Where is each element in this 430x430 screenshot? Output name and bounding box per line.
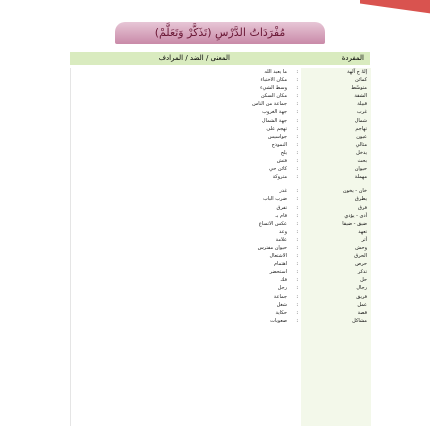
word-entry: إلهٌ ج آلهة — [347, 69, 367, 75]
colon-mark: : — [296, 285, 298, 292]
word-entry: يدخل — [356, 149, 367, 156]
meaning-entry: ما يعبد الله — [264, 69, 287, 75]
colon-mark: : — [296, 253, 298, 260]
meaning-entry: فتش — [276, 158, 287, 165]
meaning-entry: غدر — [279, 188, 287, 195]
meaning-entry: متروكة — [272, 174, 287, 181]
word-entry: عمل — [357, 301, 367, 308]
colon-mark: : — [296, 85, 298, 92]
word-entry: أدى - يؤدي — [344, 212, 367, 219]
colon-mark: : — [296, 228, 298, 235]
meaning-entry: جماعة — [273, 293, 287, 300]
meanings-column — [73, 68, 293, 426]
meaning-entry: عكس الاتساع — [258, 220, 287, 227]
word-entry: متوسّط — [351, 85, 367, 92]
colon-mark: : — [296, 158, 298, 165]
meaning-entry: حيوان مفترس — [257, 244, 287, 251]
colon-mark: : — [296, 141, 298, 148]
word-entry: خان - يخون — [342, 188, 367, 195]
word-entry: رجال — [356, 285, 367, 292]
word-entry: أثر — [361, 236, 367, 243]
colon-mark: : — [296, 220, 298, 227]
word-entry: قصة — [357, 309, 367, 316]
word-entry: حيوان — [354, 166, 367, 173]
meaning-entry: قام بـ — [275, 212, 287, 219]
meaning-entry: اهتمام — [273, 261, 287, 268]
word-entry: حرص — [355, 261, 367, 268]
word-entry: عيون — [356, 133, 367, 140]
word-entry: تعهد — [358, 228, 367, 235]
meaning-entry: كائن حي — [269, 166, 287, 173]
word-entry: قبيلة — [357, 101, 367, 108]
meaning-entry: صعوبات — [270, 317, 287, 324]
header-meaning: المعنى / الضد / المرادف — [158, 54, 230, 62]
colon-mark: : — [296, 174, 298, 181]
colon-mark: : — [296, 149, 298, 156]
meaning-entry: تفرق — [276, 204, 287, 211]
meaning-entry: استحضر — [269, 269, 287, 276]
meaning-entry: حكاية — [275, 309, 287, 316]
colon-mark: : — [296, 244, 298, 251]
colon-mark: : — [296, 166, 298, 173]
table-header — [70, 52, 370, 65]
word-entry: يطرق — [354, 196, 367, 203]
meaning-entry: النموذج — [271, 141, 287, 148]
meaning-entry: جماعة من الناس — [252, 101, 287, 108]
separator-column — [294, 68, 298, 426]
word-entry: الشقة — [354, 93, 367, 100]
word-entry: حل — [360, 277, 367, 284]
word-entry: ضيق - ضيقا — [342, 220, 367, 227]
meaning-entry: علامة — [275, 236, 287, 243]
word-entry: شمال — [354, 117, 367, 124]
word-entry: تهاجم — [355, 125, 367, 132]
colon-mark: : — [296, 133, 298, 140]
word-entry: بحث — [357, 158, 367, 165]
word-entry: كمائن — [355, 77, 367, 84]
colon-mark: : — [296, 196, 298, 203]
colon-mark: : — [296, 125, 298, 132]
meaning-entry: جواسيس — [267, 133, 287, 140]
meaning-entry: شغل — [276, 301, 287, 308]
colon-mark: : — [296, 293, 298, 300]
word-entry: الحرق — [354, 253, 367, 260]
colon-mark: : — [296, 212, 298, 219]
colon-mark: : — [296, 204, 298, 211]
meaning-entry: وعد — [278, 228, 287, 235]
meaning-entry: رجل — [277, 285, 287, 292]
colon-mark: : — [296, 269, 298, 276]
word-entry: فريق — [356, 293, 367, 300]
word-entry: فرق — [357, 204, 367, 211]
words-column — [301, 68, 371, 426]
meaning-entry: الاشتعال — [269, 253, 287, 260]
colon-mark: : — [296, 309, 298, 316]
page-title: مُفْرَدَاتُ الدَّرْسِ (تَذَكَّرْ وَتَعَلَّمْ) — [115, 22, 325, 44]
word-entry: مهملة — [354, 174, 367, 181]
meaning-entry: فك — [280, 277, 287, 284]
colon-mark: : — [296, 277, 298, 284]
meaning-entry: ضرب الباب — [263, 196, 287, 203]
word-entry: مشاكل — [352, 317, 367, 324]
colon-mark: : — [296, 317, 298, 324]
meaning-entry: يلج — [280, 149, 287, 156]
corner-decoration — [360, 0, 430, 22]
vocabulary-table — [70, 68, 371, 426]
colon-mark: : — [296, 69, 298, 75]
meaning-entry: جهة الشمال — [261, 117, 287, 124]
colon-mark: : — [296, 236, 298, 243]
colon-mark: : — [296, 93, 298, 100]
word-entry: وحش — [355, 244, 367, 251]
vocabulary-page — [70, 22, 370, 426]
colon-mark: : — [296, 77, 298, 84]
meaning-entry: جهة الغروب — [262, 109, 287, 116]
word-entry: تذكر — [357, 269, 367, 276]
word-entry: مثالي — [355, 141, 367, 148]
header-word: المفردة — [341, 54, 364, 62]
colon-mark: : — [296, 261, 298, 268]
colon-mark: : — [296, 117, 298, 124]
meaning-entry: وسط الشيء — [260, 85, 287, 92]
colon-mark: : — [296, 301, 298, 308]
colon-mark: : — [296, 188, 298, 195]
meaning-entry: مكان السكن — [260, 93, 287, 100]
colon-mark: : — [296, 109, 298, 116]
meaning-entry: مكان الاختباء — [260, 77, 287, 84]
colon-mark: : — [296, 101, 298, 108]
meaning-entry: تهجم على — [266, 125, 287, 132]
word-entry: غرب — [356, 109, 367, 116]
